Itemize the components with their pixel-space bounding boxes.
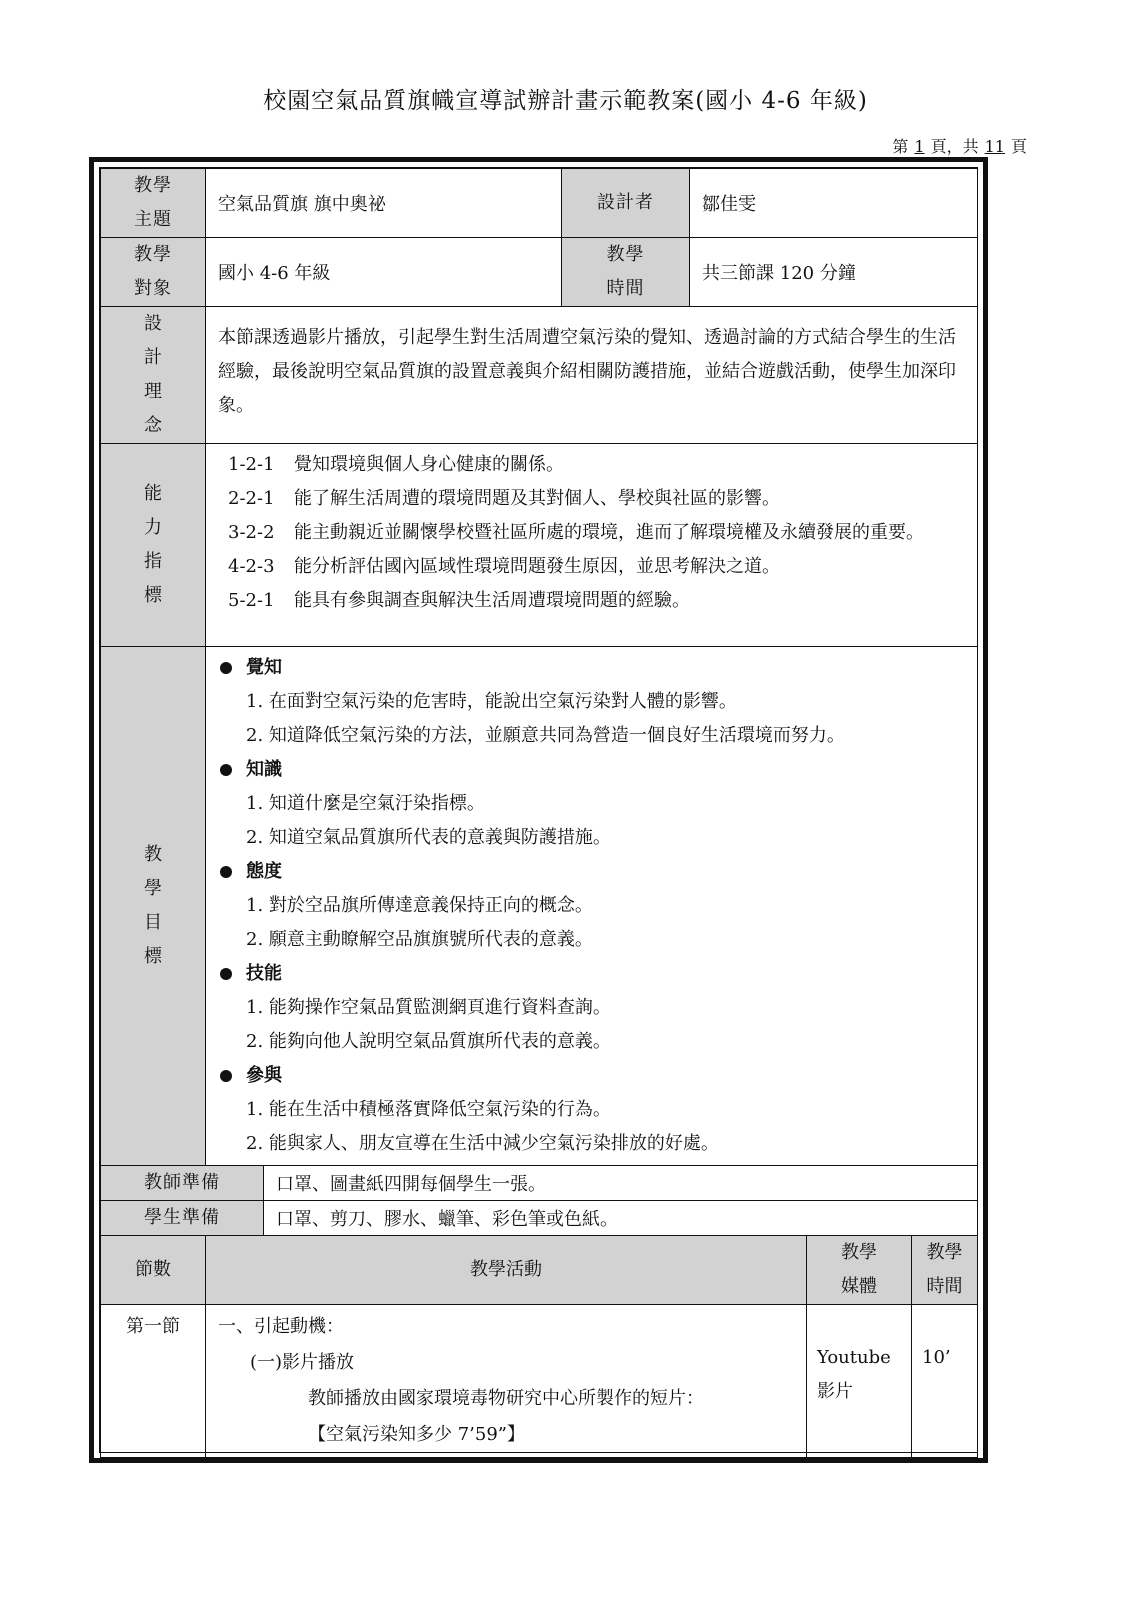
teacher-prep-row	[101, 1166, 978, 1201]
designer-value: 鄒佳雯	[690, 169, 978, 238]
objective-heading: 技能	[216, 957, 971, 991]
audience-row	[101, 238, 978, 307]
session1-media: Youtube 影片	[807, 1305, 912, 1458]
objective-item: 2. 能夠向他人說明空氣品質旗所代表的意義。	[246, 1031, 611, 1052]
ability-item: 3-2-2 能主動親近並關懷學校暨社區所處的環境，進而了解環境權及永續發展的重要。	[228, 522, 924, 543]
teacher-prep-value: 口罩、圖畫紙四開每個學生一張。	[264, 1166, 978, 1201]
page-total: 11	[984, 137, 1005, 156]
teacher-prep-label: 教師準備	[101, 1166, 264, 1201]
objectives-row	[101, 647, 978, 1166]
objectives-label: 教 學 目 標	[101, 647, 206, 1166]
bullet-icon	[220, 662, 232, 674]
objective-heading: 知識	[216, 753, 971, 787]
session1-row	[101, 1305, 978, 1458]
activity-line: 教師播放由國家環境毒物研究中心所製作的短片：	[308, 1388, 704, 1409]
bullet-icon	[220, 1070, 232, 1082]
bullet-icon	[220, 866, 232, 878]
media-header: 教學 媒體	[807, 1236, 912, 1305]
objective-heading: 態度	[216, 855, 971, 889]
student-prep-value: 口罩、剪刀、膠水、蠟筆、彩色筆或色紙。	[264, 1201, 978, 1236]
time-header: 教學 時間	[912, 1236, 978, 1305]
ability-item: 2-2-1 能了解生活周遭的環境問題及其對個人、學校與社區的影響。	[228, 488, 780, 509]
activity-line: 【空氣污染知多少 7’59”】	[308, 1424, 526, 1445]
topic-value: 空氣品質旗 旗中奧祕	[206, 169, 562, 238]
audience-label: 教學 對象	[101, 238, 206, 307]
page-suffix: 頁	[1010, 137, 1027, 156]
student-prep-label: 學生準備	[101, 1201, 264, 1236]
designer-label: 設計者	[562, 169, 690, 238]
duration-value: 共三節課 120 分鐘	[690, 238, 978, 307]
abilities-row	[101, 444, 978, 647]
objective-item: 2. 願意主動瞭解空品旗旗號所代表的意義。	[246, 929, 593, 950]
session-header: 節數	[101, 1236, 206, 1305]
concept-row	[101, 307, 978, 444]
page-prefix: 第	[892, 137, 909, 156]
ability-item: 1-2-1 覺知環境與個人身心健康的關係。	[228, 454, 564, 475]
concept-text: 本節課透過影片播放，引起學生對生活周遭空氣污染的覺知、透過討論的方式結合學生的生活經驗，最後說明空氣品質旗的設置意義與介紹相關防護措施，並結合遊戲活動，使學生加深印象。	[206, 307, 978, 444]
objective-item: 1. 在面對空氣污染的危害時，能說出空氣污染對人體的影響。	[246, 691, 737, 712]
duration-label: 教學 時間	[562, 238, 690, 307]
bullet-icon	[220, 968, 232, 980]
document-title: 校園空氣品質旗幟宣導試辦計畫示範教案(國小 4-6 年級)	[263, 88, 868, 114]
objective-item: 1. 能在生活中積極落實降低空氣污染的行為。	[246, 1099, 611, 1120]
ability-item: 4-2-3 能分析評估國內區域性環境問題發生原因，並思考解決之道。	[228, 556, 780, 577]
activity-line: 一、引起動機：	[218, 1316, 344, 1337]
abilities-list	[206, 444, 978, 647]
lesson-plan-frame	[89, 157, 988, 1463]
concept-label: 設 計 理 念	[101, 307, 206, 444]
objective-heading: 覺知	[216, 651, 971, 685]
objective-item: 2. 能與家人、朋友宣導在生活中減少空氣污染排放的好處。	[246, 1133, 719, 1154]
objective-heading: 參與	[216, 1059, 971, 1093]
lesson-plan-table	[100, 168, 978, 1458]
objective-item: 1. 能夠操作空氣品質監測網頁進行資料查詢。	[246, 997, 611, 1018]
student-prep-row	[101, 1201, 978, 1236]
objective-item: 2. 知道降低空氣污染的方法，並願意共同為營造一個良好生活環境而努力。	[246, 725, 845, 746]
objective-item: 1. 知道什麼是空氣汙染指標。	[246, 793, 485, 814]
objectives-list	[206, 647, 978, 1166]
session1-label: 第一節	[101, 1305, 206, 1458]
page-current: 1	[914, 137, 925, 156]
activity-header-row	[101, 1236, 978, 1305]
objective-item: 2. 知道空氣品質旗所代表的意義與防護措施。	[246, 827, 611, 848]
topic-label: 教學 主題	[101, 169, 206, 238]
abilities-label: 能 力 指 標	[101, 444, 206, 647]
activity-line: (一)影片播放	[250, 1352, 355, 1373]
page-middle: 頁，共	[930, 137, 979, 156]
bullet-icon	[220, 764, 232, 776]
lesson-plan-inner-border	[99, 167, 978, 1453]
ability-item: 5-2-1 能具有參與調查與解決生活周遭環境問題的經驗。	[228, 590, 690, 611]
objective-item: 1. 對於空品旗所傳達意義保持正向的概念。	[246, 895, 593, 916]
topic-row	[101, 169, 978, 238]
audience-value: 國小 4-6 年級	[206, 238, 562, 307]
page-indicator	[892, 134, 1027, 157]
session1-activity	[206, 1305, 807, 1458]
activity-header: 教學活動	[206, 1236, 807, 1305]
session1-time: 10’	[912, 1305, 978, 1458]
